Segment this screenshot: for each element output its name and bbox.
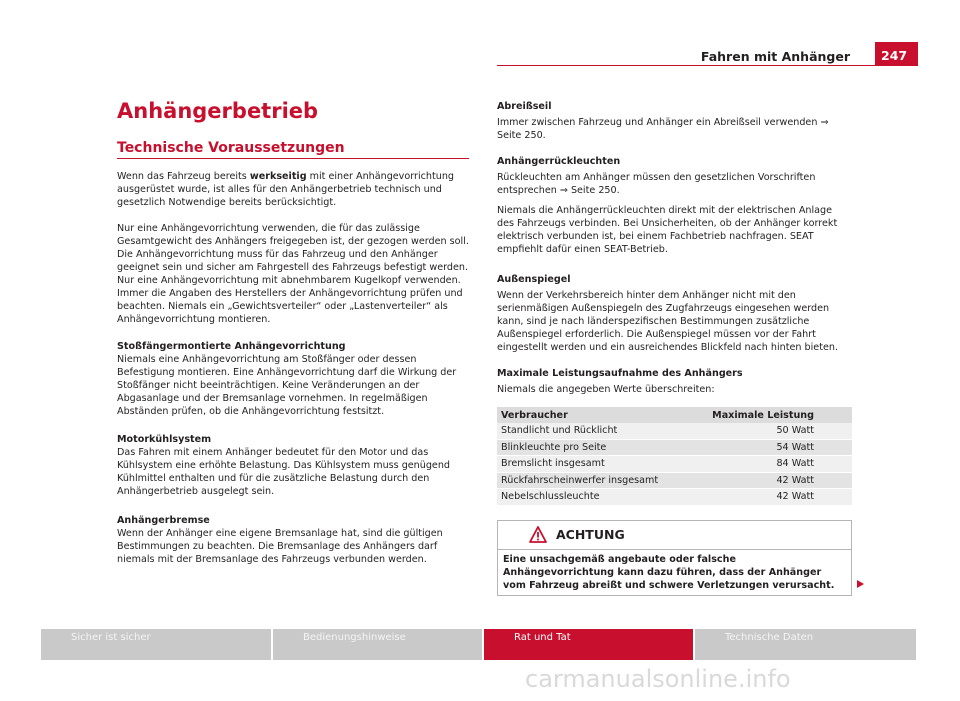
- warning-triangle-icon: [529, 526, 547, 543]
- warning-box: [497, 520, 852, 596]
- nav-tab-technische-daten[interactable]: Technische Daten: [695, 629, 916, 660]
- section-power: [497, 367, 852, 396]
- intro-paragraph: [117, 170, 469, 209]
- breakaway-text: Immer zwischen Fahrzeug und Anhänger ein Abreißseil verwenden ⇒ Seite 250.: [497, 117, 829, 141]
- cooling-text: Das Fahren mit einem Anhänger bedeutet für den Motor und das Kühlsystem eine erhöhte Belastung. Das Kühlsystem muss genügend Kühlmittel enthalten und für die zusätzliche Belastung durch den Anhängerbetrieb ausgelegt sein.: [117, 447, 451, 497]
- chapter-nav: [41, 629, 918, 660]
- header-rule: [497, 65, 918, 66]
- bumper-text: Niemals eine Anhängevorrichtung am Stoßfänger oder dessen Befestigung montieren. Eine Anhängevorrichtung darf die Wirkung der Stoßfänger nicht beeinträchtigen. Keine Veränderungen an der Abgasanlage und der Bremsanlage vornehmen. In regelmäßigen Abständen prüfen, ob die Anhängevorrichtung festsitzt.: [117, 354, 457, 417]
- table-cell-value: 42 Watt: [687, 472, 852, 489]
- tail-lights-text-2: Niemals die Anhängerrückleuchten direkt mit der elektrischen Anlage des Fahrzeugs verbinden. Bei Unsicherheiten, ob der Anhänger korrekt elektrisch verbunden ist, bei einem Fachbetrieb nachfragen. SEAT empfiehlt dafür einen SEAT-Betrieb.: [497, 205, 838, 255]
- table-cell-value: 42 Watt: [687, 489, 852, 506]
- nav-tab-rat-und-tat[interactable]: Rat und Tat: [484, 629, 693, 660]
- table-row: [497, 439, 852, 456]
- page-number-badge: 247: [875, 42, 918, 66]
- table-cell-item: Standlicht und Rücklicht: [497, 423, 687, 439]
- table-cell-item: Nebelschlussleuchte: [497, 489, 687, 506]
- tail-lights-heading: Anhängerrückleuchten: [497, 156, 621, 167]
- section-cooling: [117, 433, 469, 498]
- section-subtitle: Technische Voraussetzungen: [117, 140, 345, 156]
- page-title: Anhängerbetrieb: [117, 99, 319, 123]
- table-row: [497, 472, 852, 489]
- requirements-text: Nur eine Anhängevorrichtung verwenden, die für das zulässige Gesamtgewicht des Anhängers freigegeben ist, der gezogen werden soll. Die Anhängevorrichtung muss für das Fahrzeug und den Anhänger geeignet sein und sicher am Fahrgestell des Fahrzeugs befestigt werden. Nur eine Anhängevorrichtung mit abnehmbarem Kugelkopf verwenden. Immer die Angaben des Herstellers der Anhängevorrichtung prüfen und beachten. Niemals ein „Gewichtsverteiler“ oder „Lastenverteiler“ als Anhängevorrichtung montieren.: [117, 223, 469, 325]
- bumper-heading: Stoßfängermontierte Anhängevorrichtung: [117, 341, 346, 352]
- table-cell-item: Bremslicht insgesamt: [497, 456, 687, 473]
- section-brake: [117, 514, 469, 566]
- intro-emphasis: werkseitig: [249, 171, 307, 182]
- warning-rule: [498, 549, 851, 550]
- mirrors-text: Wenn der Verkehrsbereich hinter dem Anhänger nicht mit den serienmäßigen Außenspiegeln des Zugfahrzeugs eingesehen werden kann, sind je nach länderspezifischen Bestimmungen zusätzliche Außenspiegel erforderlich. Die Außenspiegel müssen vor der Fahrt eingestellt werden und ein ausreichendes Blickfeld nach hinten bieten.: [497, 290, 838, 353]
- power-heading: Maximale Leistungsaufnahme des Anhängers: [497, 368, 743, 379]
- nav-tab-bedienungshinweise[interactable]: Bedienungshinweise: [273, 629, 482, 660]
- table-cell-item: Blinkleuchte pro Seite: [497, 439, 687, 456]
- table-row: [497, 456, 852, 473]
- table-cell-value: 54 Watt: [687, 439, 852, 456]
- warning-text: Eine unsachgemäß angebaute oder falsche Anhängevorrichtung kann dazu führen, dass der Anhänger vom Fahrzeug abreißt und schwere Verletzungen verursacht.: [503, 554, 835, 591]
- subtitle-rule: [117, 158, 469, 159]
- section-breakaway-cable: [497, 100, 852, 142]
- power-table: [497, 407, 852, 506]
- table-header-row: [497, 407, 852, 423]
- table-row: [497, 489, 852, 506]
- warning-header: [498, 521, 851, 548]
- section-tail-lights: [497, 155, 852, 256]
- table-row: [497, 423, 852, 439]
- brake-text: Wenn der Anhänger eine eigene Bremsanlage hat, sind die gültigen Bestimmungen zu beachten. Die Bremsanlage des Anhängers darf niemals mit der Bremsanlage des Fahrzeugs verbunden werden.: [117, 528, 443, 565]
- requirements-paragraph: [117, 222, 469, 326]
- section-mirrors: [497, 273, 852, 354]
- section-bumper: [117, 340, 469, 418]
- nav-tab-sicher-ist-sicher[interactable]: Sicher ist sicher: [41, 629, 271, 660]
- running-header-title: Fahren mit Anhänger: [700, 49, 850, 64]
- table-header-consumer: Verbraucher: [497, 407, 687, 423]
- brake-heading: Anhängerbremse: [117, 515, 210, 526]
- power-text: Niemals die angegeben Werte überschreiten:: [497, 384, 715, 395]
- intro-text-start: Wenn das Fahrzeug bereits: [117, 171, 250, 182]
- continue-arrow-icon: [857, 580, 864, 588]
- watermark-text: carmanualsonline.info: [525, 665, 791, 693]
- tail-lights-text: Rückleuchten am Anhänger müssen den gesetzlichen Vorschriften entsprechen ⇒ Seite 250.: [497, 172, 816, 196]
- warning-title: ACHTUNG: [556, 527, 625, 542]
- table-cell-value: 84 Watt: [687, 456, 852, 473]
- table-cell-value: 50 Watt: [687, 423, 852, 439]
- intro-text-end: mit einer Anhängevorrichtung ausgerüstet wurde, ist alles für den Anhängerbetrieb technisch und gesetzlich Notwendige bereits berücksichtigt.: [117, 171, 454, 208]
- table-cell-item: Rückfahrscheinwerfer insgesamt: [497, 472, 687, 489]
- breakaway-heading: Abreißseil: [497, 101, 552, 112]
- cooling-heading: Motorkühlsystem: [117, 434, 212, 445]
- mirrors-heading: Außenspiegel: [497, 274, 571, 285]
- table-header-max-power: Maximale Leistung: [687, 407, 852, 423]
